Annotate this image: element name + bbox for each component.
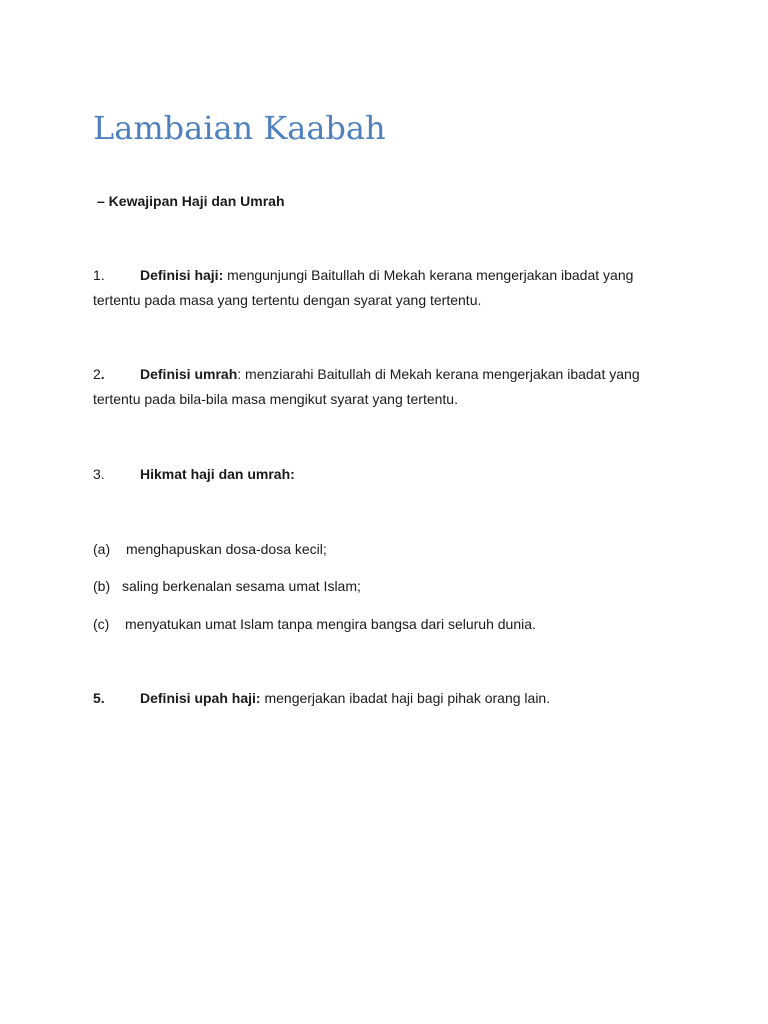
section-definisi-haji <box>93 263 673 313</box>
section-number: 1. <box>93 267 105 283</box>
section-number: 3. <box>93 466 105 482</box>
section-label: Definisi upah haji: <box>140 690 261 706</box>
document-title: Lambaian Kaabah <box>93 109 386 147</box>
section-text: : menziarahi Baitullah di Mekah kerana mengerjakan ibadat yang tertentu pada bila-bila masa mengikut syarat yang tertentu. <box>93 366 640 407</box>
list-marker: (c) <box>93 616 110 632</box>
section-definisi-upah-haji <box>93 686 673 711</box>
list-item <box>93 614 536 634</box>
list-marker: (b) <box>93 578 111 594</box>
section-text: mengunjungi Baitullah di Mekah kerana mengerjakan ibadat yang tertentu pada masa yang tertentu dengan syarat yang tertentu. <box>93 267 634 308</box>
list-text: menghapuskan dosa-dosa kecil; <box>126 541 327 557</box>
section-definisi-umrah <box>93 362 673 412</box>
document-subtitle: – Kewajipan Haji dan Umrah <box>97 193 285 209</box>
list-item <box>93 576 361 596</box>
section-number: 2. <box>93 366 105 382</box>
list-marker: (a) <box>93 541 111 557</box>
list-text: saling berkenalan sesama umat Islam; <box>122 578 361 594</box>
section-hikmat <box>93 462 673 487</box>
section-label: Definisi umrah <box>140 366 238 382</box>
section-number: 5. <box>93 690 105 706</box>
section-text: mengerjakan ibadat haji bagi pihak orang lain. <box>260 690 551 706</box>
list-text: menyatukan umat Islam tanpa mengira bangsa dari seluruh dunia. <box>125 616 536 632</box>
section-label: Hikmat haji dan umrah: <box>140 466 295 482</box>
list-item <box>93 539 327 559</box>
section-label: Definisi haji: <box>140 267 224 283</box>
